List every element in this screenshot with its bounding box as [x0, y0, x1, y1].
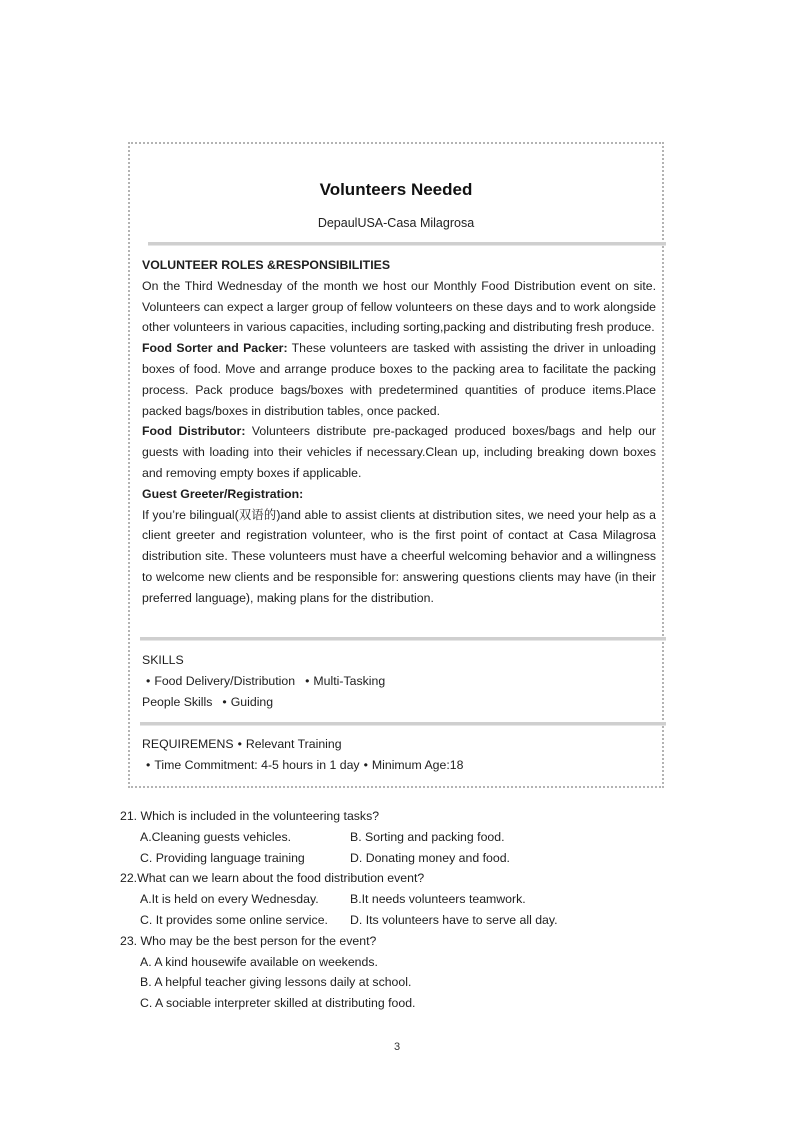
- requirement-item: Time Commitment: 4-5 hours in 1 day: [154, 758, 360, 772]
- skill-item: Guiding: [230, 695, 274, 709]
- option: B. Sorting and packing food.: [350, 829, 505, 844]
- greeter-text: If you’re bilingual(双语的)and able to assist clients at distribution sites, we need your help as a client greeter and registration volunteer, who is the first point of contact at Casa Milagrosa distribution site. These volunteers must have a cheerful welcoming behavior and a willingness to welcome new clients and be responsible for: answering questions clients may have (in their preferred language), making plans for the distribution.: [142, 507, 656, 605]
- option: D. Donating money and food.: [350, 850, 510, 865]
- divider: [148, 242, 666, 246]
- skill-item: Multi-Tasking: [313, 674, 386, 688]
- sorter-text: These volunteers are tasked with assisting the driver in unloading boxes of food. Move and arrange produce boxes to the packing area to facilitate the packing process. Pack produce bags/boxes with predetermined quantities of produce items.Place packed bags/boxes in distribution tables, once packed.: [142, 341, 656, 418]
- bullet-icon: •: [146, 674, 151, 688]
- option: C. A sociable interpreter skilled at distributing food.: [140, 996, 416, 1011]
- question-stem: 23. Who may be the best person for the event?: [120, 933, 377, 948]
- notice-title: Volunteers Needed: [319, 180, 473, 199]
- requirement-item: Minimum Age:18: [371, 758, 464, 772]
- divider: [140, 722, 666, 726]
- roles-section: [142, 255, 656, 609]
- option-row: [140, 827, 700, 848]
- greeter-label: Guest Greeter/Registration:: [142, 486, 304, 501]
- option: A. A kind housewife available on weekends.: [140, 954, 378, 969]
- divider: [140, 637, 666, 641]
- question-stem: 22.What can we learn about the food distribution event?: [120, 871, 425, 886]
- option-row: [140, 910, 700, 931]
- option: B.It needs volunteers teamwork.: [350, 892, 526, 907]
- requirements-row-1: [142, 734, 656, 755]
- option: C. Providing language training: [140, 850, 305, 865]
- skills-heading: SKILLS: [142, 653, 184, 667]
- bullet-icon: •: [146, 758, 151, 772]
- question-stem: 21. Which is included in the volunteering tasks?: [120, 809, 380, 823]
- distributor-paragraph: [142, 421, 656, 483]
- requirements-heading: REQUIREMENS: [142, 737, 234, 751]
- page-number: 3: [393, 1041, 401, 1053]
- option: A.Cleaning guests vehicles.: [140, 829, 292, 844]
- option-row: [140, 889, 700, 910]
- bullet-icon: •: [363, 758, 368, 772]
- option: D. Its volunteers have to serve all day.: [350, 912, 558, 927]
- option: C. It provides some online service.: [140, 912, 328, 927]
- bullet-icon: •: [222, 695, 227, 709]
- notice-subtitle: DepaulUSA-Casa Milagrosa: [317, 216, 475, 230]
- skill-item: Food Delivery/Distribution: [154, 674, 296, 688]
- option: A.It is held on every Wednesday.: [140, 892, 319, 907]
- distributor-label: Food Distributor:: [142, 424, 246, 439]
- notice-box: [128, 142, 664, 788]
- bullet-icon: •: [305, 674, 310, 688]
- requirements-row-2: [142, 755, 656, 776]
- skill-item: People Skills: [142, 695, 213, 709]
- option-row: [140, 848, 700, 869]
- skills-row-2: [142, 692, 656, 713]
- question-list: [120, 806, 700, 1014]
- requirement-item: Relevant Training: [245, 737, 342, 751]
- roles-intro: On the Third Wednesday of the month we host our Monthly Food Distribution event on site. Volunteers can expect a larger group of fellow volunteers on these days and to work alongside other volunteers in various capacities, including sorting,packing and distributing fresh produce.: [142, 278, 656, 335]
- sorter-label: Food Sorter and Packer:: [142, 341, 288, 356]
- bullet-icon: •: [237, 737, 242, 751]
- option: B. A helpful teacher giving lessons daily at school.: [140, 975, 412, 990]
- roles-heading: VOLUNTEER ROLES &RESPONSIBILITIES: [142, 258, 391, 272]
- sorter-paragraph: [142, 338, 656, 421]
- skills-row-1: [142, 671, 656, 692]
- distributor-text: Volunteers distribute pre-packaged produced boxes/bags and help our guests with loading into their vehicles if necessary.Clean up, including breaking down boxes and removing empty boxes if applicable.: [142, 424, 657, 480]
